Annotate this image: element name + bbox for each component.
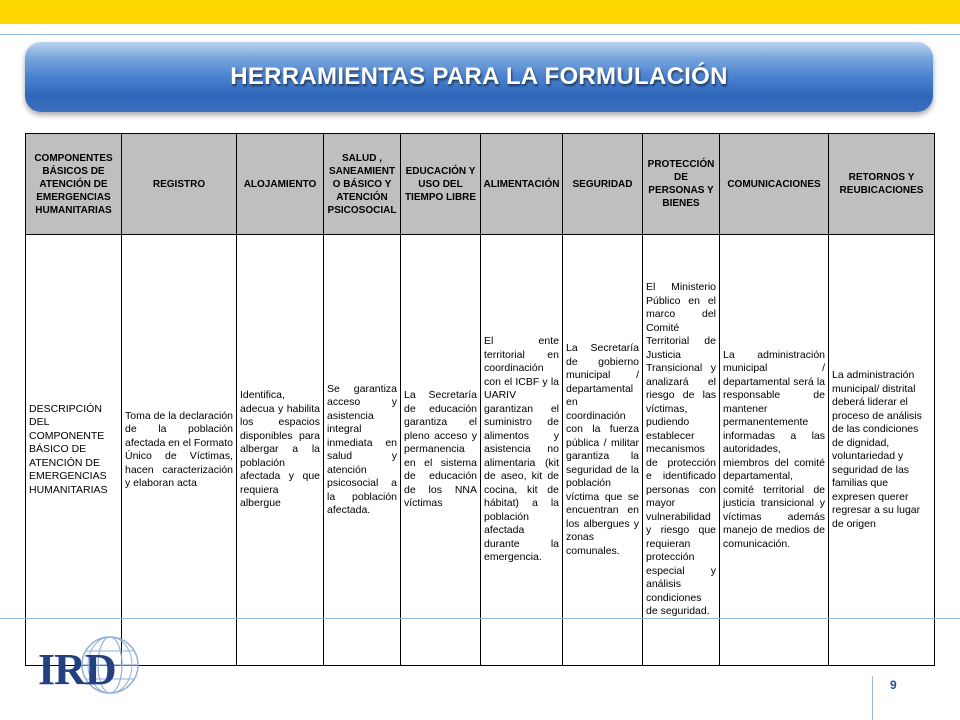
header-proteccion: PROTECCIÓN DE PERSONAS Y BIENES bbox=[643, 134, 720, 235]
components-table bbox=[25, 133, 935, 666]
table-header-row bbox=[26, 134, 935, 235]
logo-text: IRD bbox=[38, 645, 116, 694]
cell-registro: Toma de la declaración de la población afectada en el Formato Único de Víctimas, hacen caracterización y elaboran acta bbox=[122, 235, 237, 666]
header-educacion: EDUCACIÓN Y USO DEL TIEMPO LIBRE bbox=[401, 134, 481, 235]
page-number: 9 bbox=[890, 678, 897, 692]
header-salud: SALUD , SANEAMIENTO BÁSICO Y ATENCIÓN PSICOSOCIAL bbox=[324, 134, 401, 235]
cell-proteccion: El Ministerio Público en el marco del Comité Territorial de Justicia Transicional y analizará el riesgo de las víctimas, pudiendo establecer mecanismos de protección e identificado personas con mayor vulnerabilidad y riesgo que requieran protección especial y análisis condiciones de seguridad. bbox=[643, 235, 720, 666]
top-divider-line bbox=[0, 34, 960, 35]
cell-alojamiento: Identifica, adecua y habilita los espacios disponibles para albergar a la población afectada y que requiera albergue bbox=[237, 235, 324, 666]
ird-logo bbox=[38, 632, 143, 702]
cell-comunicaciones: La administración municipal / departamental será la responsable de mantener permanentemente informadas a las autoridades, miembros del comité departamental, comité territorial de justicia transicional y víctimas además manejo de medios de comunicación. bbox=[720, 235, 829, 666]
header-alojamiento: ALOJAMIENTO bbox=[237, 134, 324, 235]
cell-salud: Se garantiza acceso y asistencia integral inmediata en salud y atención psicosocial a la población afectada. bbox=[324, 235, 401, 666]
header-comunicaciones: COMUNICACIONES bbox=[720, 134, 829, 235]
cell-descripcion: DESCRIPCIÓN DEL COMPONENTE BÁSICO DE ATENCIÓN DE EMERGENCIAS HUMANITARIAS bbox=[26, 235, 122, 666]
header-retornos: RETORNOS Y REUBICACIONES bbox=[829, 134, 935, 235]
header-registro: REGISTRO bbox=[122, 134, 237, 235]
title-banner bbox=[25, 42, 933, 112]
cell-educacion: La Secretaría de educación garantiza el pleno acceso y permanencia en el sistema de educación de los NNA víctimas bbox=[401, 235, 481, 666]
header-componentes: COMPONENTES BÁSICOS DE ATENCIÓN DE EMERGENCIAS HUMANITARIAS bbox=[26, 134, 122, 235]
footer-vertical-line bbox=[872, 676, 873, 720]
cell-seguridad: La Secretaría de gobierno municipal / departamental en coordinación con la fuerza pública / militar garantiza la seguridad de la población víctima que se encuentran en los albergues y zonas comunales. bbox=[563, 235, 643, 666]
header-seguridad: SEGURIDAD bbox=[563, 134, 643, 235]
slide-title: HERRAMIENTAS PARA LA FORMULACIÓN bbox=[230, 63, 728, 90]
footer-divider-line bbox=[0, 618, 960, 619]
cell-alimentacion: El ente territorial en coordinación con el ICBF y la UARIV garantizan el suministro de alimentos y asistencia no alimentaria (kit de aseo, kit de cocina, kit de hábitat) a la población afectada durante la emergencia. bbox=[481, 235, 563, 666]
cell-retornos: La administración municipal/ distrital deberá liderar el proceso de análisis de las condiciones de dignidad, voluntariedad y seguridad de las familias que expresen querer regresar a su lugar de origen bbox=[829, 235, 935, 666]
header-alimentacion: ALIMENTACIÓN bbox=[481, 134, 563, 235]
top-accent-bar bbox=[0, 0, 960, 24]
table-row bbox=[26, 235, 935, 666]
